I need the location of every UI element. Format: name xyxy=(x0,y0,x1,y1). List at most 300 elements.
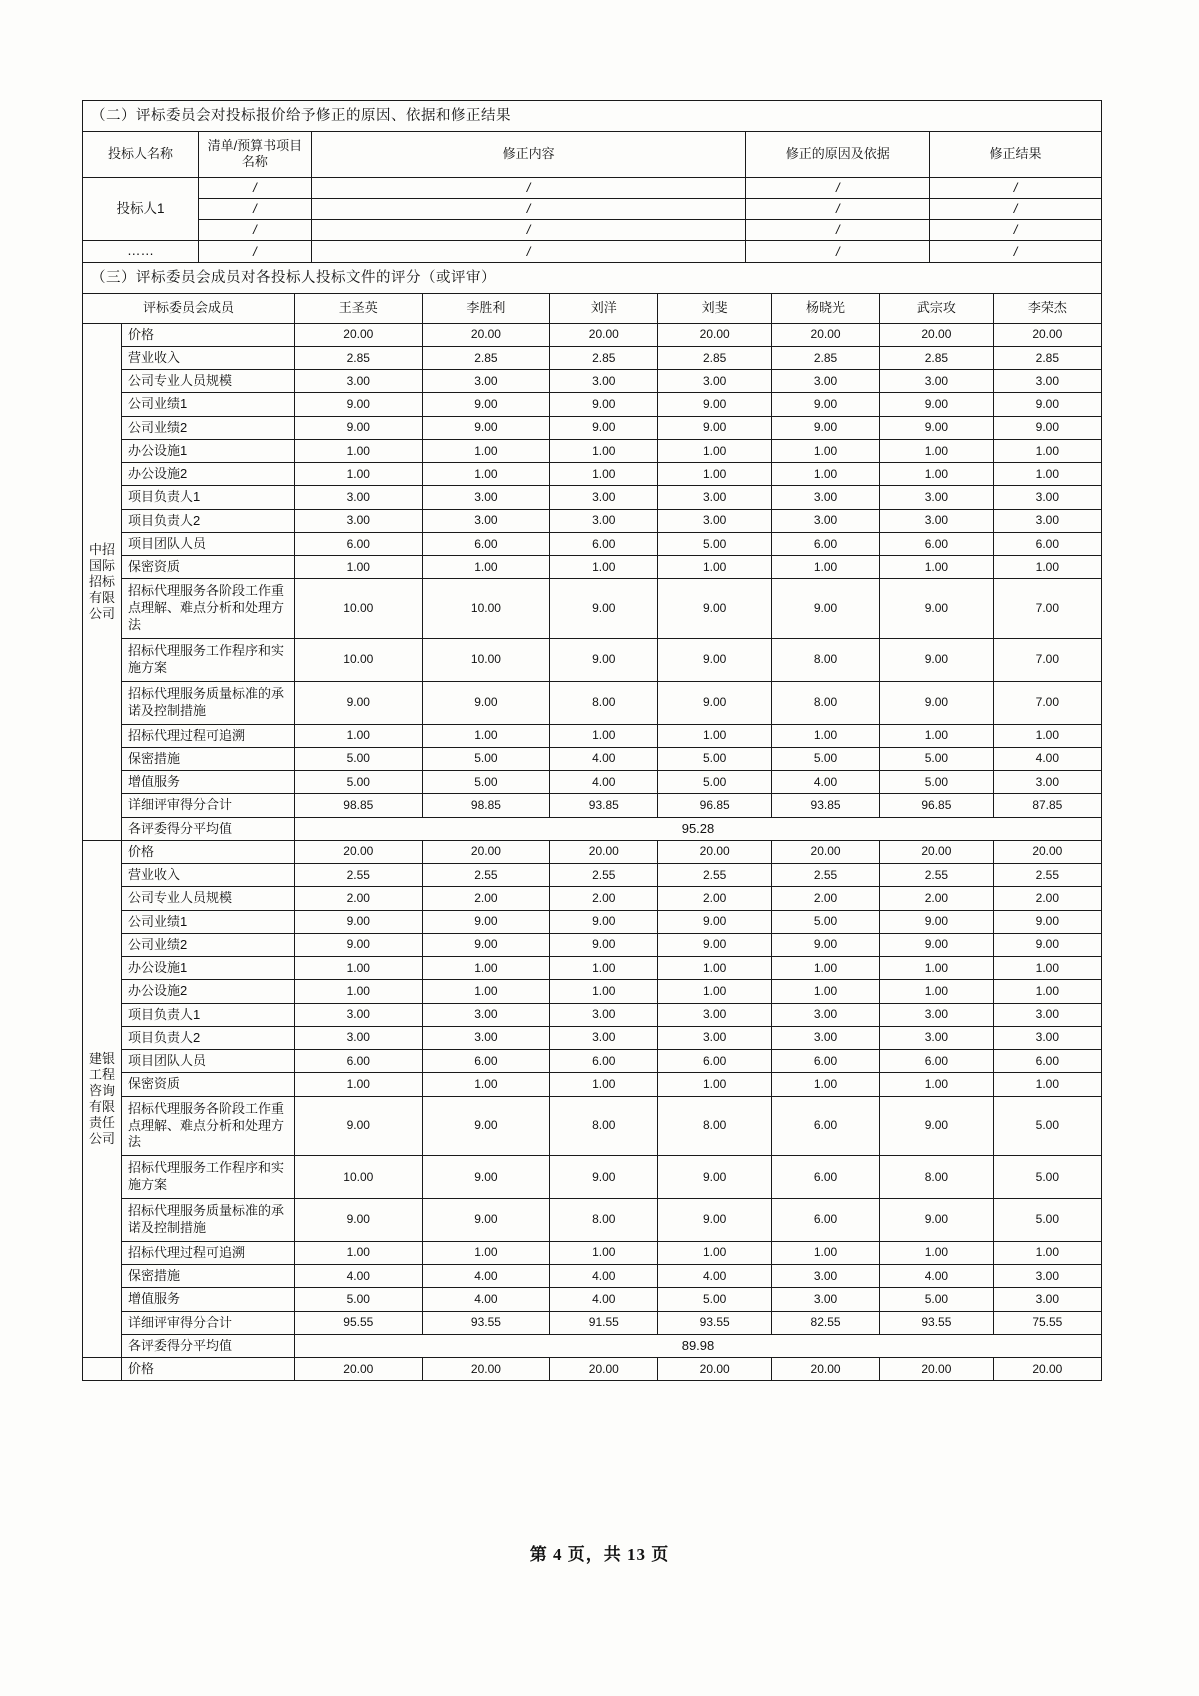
average-value: 95.28 xyxy=(294,817,1101,840)
score-cell: 20.00 xyxy=(880,323,994,346)
score-cell: 9.00 xyxy=(771,933,879,956)
score-cell: 7.00 xyxy=(993,681,1101,724)
bidder-name-cell-1: 建银工程咨询有限责任公司 xyxy=(83,840,122,1357)
score-cell: 9.00 xyxy=(422,681,550,724)
score-cell: 3.00 xyxy=(294,486,422,509)
score-cell: 3.00 xyxy=(993,1288,1101,1311)
score-cell: 3.00 xyxy=(993,509,1101,532)
criterion-label: 公司业绩2 xyxy=(121,416,294,439)
table-row xyxy=(83,747,1102,770)
table-row xyxy=(83,1288,1102,1311)
cell-result: / xyxy=(930,177,1102,198)
criterion-label: 办公设施1 xyxy=(121,957,294,980)
score-cell: 3.00 xyxy=(993,370,1101,393)
criterion-label: 招标代理服务质量标准的承诺及控制措施 xyxy=(121,1199,294,1242)
score-cell: 1.00 xyxy=(658,724,772,747)
correction-table xyxy=(82,100,1102,263)
score-cell: 3.00 xyxy=(993,1265,1101,1288)
score-cell: 8.00 xyxy=(771,639,879,682)
score-cell: 4.00 xyxy=(658,1265,772,1288)
score-cell: 1.00 xyxy=(771,463,879,486)
score-cell: 3.00 xyxy=(880,486,994,509)
score-cell: 5.00 xyxy=(658,1288,772,1311)
score-cell: 4.00 xyxy=(294,1265,422,1288)
score-cell: 3.00 xyxy=(771,509,879,532)
score-cell: 1.00 xyxy=(771,439,879,462)
score-cell: 1.00 xyxy=(771,980,879,1003)
score-cell: 20.00 xyxy=(771,840,879,863)
header-member-1: 李胜利 xyxy=(422,294,550,323)
score-cell: 1.00 xyxy=(422,1241,550,1264)
score-cell: 9.00 xyxy=(550,910,658,933)
bidder-label-more: …… xyxy=(83,241,199,263)
score-cell: 9.00 xyxy=(658,933,772,956)
score-cell: 9.00 xyxy=(993,910,1101,933)
total-label: 详细评审得分合计 xyxy=(121,1311,294,1334)
score-cell: 9.00 xyxy=(771,393,879,416)
cell-reason: / xyxy=(746,177,930,198)
table-row xyxy=(83,771,1102,794)
table-row xyxy=(83,1026,1102,1049)
score-cell: 3.00 xyxy=(422,509,550,532)
section-two-title: （二）评标委员会对投标报价给予修正的原因、依据和修正结果 xyxy=(83,101,1102,132)
score-cell: 9.00 xyxy=(880,681,994,724)
score-cell: 8.00 xyxy=(658,1096,772,1156)
score-cell: 2.85 xyxy=(771,346,879,369)
table-row xyxy=(83,1050,1102,1073)
score-cell: 9.00 xyxy=(880,639,994,682)
score-cell: 1.00 xyxy=(771,957,879,980)
score-cell: 3.00 xyxy=(771,370,879,393)
criterion-label: 保密资质 xyxy=(121,556,294,579)
score-cell: 9.00 xyxy=(658,681,772,724)
table-row xyxy=(83,1156,1102,1199)
table-row xyxy=(83,241,1102,263)
table-row xyxy=(83,817,1102,840)
score-cell: 1.00 xyxy=(294,439,422,462)
score-cell: 3.00 xyxy=(880,1003,994,1026)
total-cell: 98.85 xyxy=(294,794,422,817)
score-cell: 1.00 xyxy=(294,1073,422,1096)
score-cell: 2.55 xyxy=(880,864,994,887)
criterion-label: 价格 xyxy=(121,323,294,346)
total-cell: 93.55 xyxy=(422,1311,550,1334)
scoring-header-row xyxy=(83,294,1102,323)
table-row xyxy=(83,1334,1102,1357)
score-cell: 1.00 xyxy=(550,556,658,579)
score-cell: 3.00 xyxy=(550,1026,658,1049)
score-cell: 1.00 xyxy=(771,556,879,579)
criterion-label: 保密措施 xyxy=(121,1265,294,1288)
cell-content: / xyxy=(311,220,746,241)
score-cell: 10.00 xyxy=(294,1156,422,1199)
score-cell: 9.00 xyxy=(880,933,994,956)
score-cell: 4.00 xyxy=(550,1265,658,1288)
total-cell: 96.85 xyxy=(880,794,994,817)
score-cell: 5.00 xyxy=(658,771,772,794)
header-correction-reason: 修正的原因及依据 xyxy=(746,132,930,178)
table-row xyxy=(83,556,1102,579)
score-cell: 3.00 xyxy=(422,370,550,393)
table-row xyxy=(83,177,1102,198)
table-row xyxy=(83,346,1102,369)
score-cell: 9.00 xyxy=(294,1199,422,1242)
score-cell: 3.00 xyxy=(422,486,550,509)
bidder-name-cell-2 xyxy=(83,1358,122,1381)
score-cell: 1.00 xyxy=(993,439,1101,462)
table-row xyxy=(83,579,1102,639)
cell-reason: / xyxy=(746,241,930,263)
average-label: 各评委得分平均值 xyxy=(121,1334,294,1357)
score-cell: 9.00 xyxy=(422,393,550,416)
score-cell: 1.00 xyxy=(880,463,994,486)
score-cell: 9.00 xyxy=(294,933,422,956)
criterion-label: 招标代理过程可追溯 xyxy=(121,1241,294,1264)
score-cell: 2.55 xyxy=(658,864,772,887)
score-cell: 20.00 xyxy=(658,840,772,863)
cell-item: / xyxy=(199,177,312,198)
table-row xyxy=(83,1096,1102,1156)
score-cell: 5.00 xyxy=(771,747,879,770)
score-cell: 10.00 xyxy=(294,639,422,682)
score-cell: 2.85 xyxy=(422,346,550,369)
criterion-label: 招标代理服务各阶段工作重点理解、难点分析和处理方法 xyxy=(121,579,294,639)
score-cell: 4.00 xyxy=(422,1288,550,1311)
criterion-label: 营业收入 xyxy=(121,864,294,887)
score-cell: 5.00 xyxy=(294,747,422,770)
score-cell: 3.00 xyxy=(771,486,879,509)
criterion-label: 办公设施1 xyxy=(121,439,294,462)
score-cell: 9.00 xyxy=(771,579,879,639)
score-cell: 9.00 xyxy=(422,933,550,956)
section-three-title-row xyxy=(83,263,1102,294)
score-cell: 9.00 xyxy=(658,579,772,639)
score-cell: 3.00 xyxy=(422,1026,550,1049)
score-cell: 3.00 xyxy=(771,1265,879,1288)
score-cell: 1.00 xyxy=(294,957,422,980)
score-cell: 1.00 xyxy=(658,1241,772,1264)
score-cell: 1.00 xyxy=(993,1073,1101,1096)
score-cell: 5.00 xyxy=(294,1288,422,1311)
score-cell: 1.00 xyxy=(550,1241,658,1264)
score-cell: 2.00 xyxy=(294,887,422,910)
score-cell: 1.00 xyxy=(993,980,1101,1003)
score-cell: 9.00 xyxy=(880,393,994,416)
score-cell: 1.00 xyxy=(422,439,550,462)
table-row xyxy=(83,933,1102,956)
score-cell: 5.00 xyxy=(993,1096,1101,1156)
score-cell: 9.00 xyxy=(550,393,658,416)
criterion-label: 价格 xyxy=(121,1358,294,1381)
score-cell: 1.00 xyxy=(880,556,994,579)
header-member-3: 刘斐 xyxy=(658,294,772,323)
table-row xyxy=(83,1003,1102,1026)
header-member-0: 王圣英 xyxy=(294,294,422,323)
score-cell: 1.00 xyxy=(422,1073,550,1096)
score-cell: 1.00 xyxy=(880,957,994,980)
score-cell: 6.00 xyxy=(422,1050,550,1073)
score-cell: 3.00 xyxy=(294,1026,422,1049)
header-bidder-name: 投标人名称 xyxy=(83,132,199,178)
criterion-label: 增值服务 xyxy=(121,771,294,794)
score-cell: 4.00 xyxy=(993,747,1101,770)
table-row xyxy=(83,887,1102,910)
criterion-label: 公司业绩1 xyxy=(121,393,294,416)
score-cell: 9.00 xyxy=(422,1096,550,1156)
score-cell: 1.00 xyxy=(294,556,422,579)
score-cell: 6.00 xyxy=(993,1050,1101,1073)
score-cell: 9.00 xyxy=(993,933,1101,956)
score-cell: 9.00 xyxy=(993,416,1101,439)
criterion-label: 公司业绩2 xyxy=(121,933,294,956)
score-cell: 1.00 xyxy=(658,439,772,462)
table-row xyxy=(83,840,1102,863)
score-cell: 6.00 xyxy=(294,1050,422,1073)
score-cell: 9.00 xyxy=(658,910,772,933)
total-cell: 75.55 xyxy=(993,1311,1101,1334)
score-cell: 1.00 xyxy=(771,724,879,747)
score-cell: 3.00 xyxy=(294,509,422,532)
criterion-label: 招标代理服务工作程序和实施方案 xyxy=(121,639,294,682)
score-cell: 3.00 xyxy=(993,1026,1101,1049)
score-cell: 3.00 xyxy=(422,1003,550,1026)
score-cell: 4.00 xyxy=(422,1265,550,1288)
score-cell: 3.00 xyxy=(771,1003,879,1026)
score-cell: 9.00 xyxy=(880,1096,994,1156)
score-cell: 6.00 xyxy=(880,532,994,555)
score-cell: 9.00 xyxy=(422,910,550,933)
table-row xyxy=(83,416,1102,439)
score-cell: 1.00 xyxy=(294,463,422,486)
table-row xyxy=(83,198,1102,219)
score-cell: 4.00 xyxy=(880,1265,994,1288)
table-row xyxy=(83,681,1102,724)
score-cell: 5.00 xyxy=(993,1156,1101,1199)
cell-reason: / xyxy=(746,198,930,219)
score-cell: 3.00 xyxy=(658,1003,772,1026)
score-cell: 1.00 xyxy=(422,980,550,1003)
criterion-label: 增值服务 xyxy=(121,1288,294,1311)
score-cell: 1.00 xyxy=(658,1073,772,1096)
total-cell: 93.55 xyxy=(880,1311,994,1334)
score-cell: 6.00 xyxy=(294,532,422,555)
score-cell: 20.00 xyxy=(294,323,422,346)
score-cell: 5.00 xyxy=(294,771,422,794)
score-cell: 20.00 xyxy=(294,840,422,863)
header-member-6: 李荣杰 xyxy=(993,294,1101,323)
score-cell: 4.00 xyxy=(550,1288,658,1311)
average-label: 各评委得分平均值 xyxy=(121,817,294,840)
header-member-2: 刘洋 xyxy=(550,294,658,323)
cell-item: / xyxy=(199,198,312,219)
table-row xyxy=(83,794,1102,817)
score-cell: 20.00 xyxy=(880,840,994,863)
score-cell: 6.00 xyxy=(771,1050,879,1073)
score-cell: 6.00 xyxy=(771,1199,879,1242)
score-cell: 1.00 xyxy=(658,980,772,1003)
cell-reason: / xyxy=(746,220,930,241)
score-cell: 3.00 xyxy=(294,370,422,393)
score-cell: 8.00 xyxy=(550,1096,658,1156)
score-cell: 2.55 xyxy=(771,864,879,887)
score-cell: 5.00 xyxy=(422,747,550,770)
score-cell: 10.00 xyxy=(422,639,550,682)
criterion-label: 公司业绩1 xyxy=(121,910,294,933)
score-cell: 6.00 xyxy=(993,532,1101,555)
table-row xyxy=(83,1241,1102,1264)
section-three-title: （三）评标委员会成员对各投标人投标文件的评分（或评审） xyxy=(83,263,1102,294)
score-cell: 4.00 xyxy=(550,771,658,794)
average-value: 89.98 xyxy=(294,1334,1101,1357)
score-cell: 20.00 xyxy=(658,1358,772,1381)
correction-header-row xyxy=(83,132,1102,178)
bidder-label-1: 投标人1 xyxy=(83,177,199,241)
score-cell: 1.00 xyxy=(550,724,658,747)
total-cell: 93.85 xyxy=(550,794,658,817)
score-cell: 6.00 xyxy=(771,1096,879,1156)
table-row xyxy=(83,1073,1102,1096)
table-row xyxy=(83,1358,1102,1381)
score-cell: 9.00 xyxy=(294,393,422,416)
score-cell: 1.00 xyxy=(422,463,550,486)
score-cell: 20.00 xyxy=(658,323,772,346)
score-cell: 5.00 xyxy=(658,532,772,555)
score-cell: 3.00 xyxy=(658,486,772,509)
score-cell: 1.00 xyxy=(771,1073,879,1096)
document-body xyxy=(82,100,1102,1381)
cell-result: / xyxy=(930,241,1102,263)
score-cell: 5.00 xyxy=(993,1199,1101,1242)
score-cell: 9.00 xyxy=(658,416,772,439)
cell-content: / xyxy=(311,198,746,219)
criterion-label: 公司专业人员规模 xyxy=(121,887,294,910)
criterion-label: 项目负责人2 xyxy=(121,509,294,532)
score-cell: 4.00 xyxy=(550,747,658,770)
score-cell: 2.00 xyxy=(771,887,879,910)
score-cell: 2.85 xyxy=(658,346,772,369)
score-cell: 10.00 xyxy=(294,579,422,639)
score-cell: 20.00 xyxy=(993,1358,1101,1381)
table-row xyxy=(83,393,1102,416)
section-two-title-row xyxy=(83,101,1102,132)
table-row xyxy=(83,724,1102,747)
score-cell: 3.00 xyxy=(294,1003,422,1026)
score-cell: 20.00 xyxy=(771,1358,879,1381)
criterion-label: 价格 xyxy=(121,840,294,863)
score-cell: 5.00 xyxy=(422,771,550,794)
score-cell: 7.00 xyxy=(993,579,1101,639)
cell-content: / xyxy=(311,177,746,198)
score-cell: 5.00 xyxy=(771,910,879,933)
table-row xyxy=(83,323,1102,346)
score-cell: 3.00 xyxy=(880,1026,994,1049)
score-cell: 3.00 xyxy=(880,370,994,393)
score-cell: 6.00 xyxy=(658,1050,772,1073)
table-row xyxy=(83,910,1102,933)
table-row xyxy=(83,486,1102,509)
score-cell: 20.00 xyxy=(422,1358,550,1381)
score-cell: 6.00 xyxy=(550,532,658,555)
score-cell: 20.00 xyxy=(422,840,550,863)
score-cell: 9.00 xyxy=(880,579,994,639)
score-cell: 3.00 xyxy=(658,1026,772,1049)
score-cell: 9.00 xyxy=(550,933,658,956)
score-cell: 3.00 xyxy=(550,509,658,532)
table-row xyxy=(83,957,1102,980)
header-committee-members: 评标委员会成员 xyxy=(83,294,295,323)
score-cell: 6.00 xyxy=(422,532,550,555)
score-cell: 2.00 xyxy=(422,887,550,910)
score-cell: 9.00 xyxy=(771,416,879,439)
score-cell: 1.00 xyxy=(550,463,658,486)
score-cell: 7.00 xyxy=(993,639,1101,682)
table-row xyxy=(83,439,1102,462)
criterion-label: 项目团队人员 xyxy=(121,532,294,555)
total-cell: 96.85 xyxy=(658,794,772,817)
score-cell: 9.00 xyxy=(422,1199,550,1242)
score-cell: 2.00 xyxy=(550,887,658,910)
score-cell: 5.00 xyxy=(880,771,994,794)
score-cell: 1.00 xyxy=(550,439,658,462)
total-cell: 93.55 xyxy=(658,1311,772,1334)
score-cell: 9.00 xyxy=(658,1199,772,1242)
table-row xyxy=(83,509,1102,532)
score-cell: 20.00 xyxy=(550,1358,658,1381)
table-row xyxy=(83,370,1102,393)
score-cell: 9.00 xyxy=(658,393,772,416)
score-cell: 9.00 xyxy=(550,639,658,682)
score-cell: 1.00 xyxy=(658,957,772,980)
score-cell: 1.00 xyxy=(880,439,994,462)
score-cell: 3.00 xyxy=(993,1003,1101,1026)
score-cell: 9.00 xyxy=(550,579,658,639)
criterion-label: 营业收入 xyxy=(121,346,294,369)
score-cell: 2.55 xyxy=(550,864,658,887)
score-cell: 1.00 xyxy=(422,556,550,579)
total-cell: 91.55 xyxy=(550,1311,658,1334)
score-cell: 2.00 xyxy=(658,887,772,910)
total-cell: 82.55 xyxy=(771,1311,879,1334)
total-cell: 87.85 xyxy=(993,794,1101,817)
score-cell: 20.00 xyxy=(993,323,1101,346)
score-cell: 1.00 xyxy=(880,980,994,1003)
header-correction-content: 修正内容 xyxy=(311,132,746,178)
score-cell: 3.00 xyxy=(658,370,772,393)
header-member-5: 武宗攻 xyxy=(880,294,994,323)
score-cell: 5.00 xyxy=(880,1288,994,1311)
total-cell: 98.85 xyxy=(422,794,550,817)
table-row xyxy=(83,639,1102,682)
header-item-name: 清单/预算书项目名称 xyxy=(199,132,312,178)
score-cell: 20.00 xyxy=(880,1358,994,1381)
page-footer: 第 4 页，共 13 页 xyxy=(529,1545,670,1564)
score-cell: 9.00 xyxy=(294,681,422,724)
score-cell: 6.00 xyxy=(550,1050,658,1073)
criterion-label: 项目负责人2 xyxy=(121,1026,294,1049)
criterion-label: 保密措施 xyxy=(121,747,294,770)
score-cell: 1.00 xyxy=(993,1241,1101,1264)
criterion-label: 公司专业人员规模 xyxy=(121,370,294,393)
score-cell: 3.00 xyxy=(880,509,994,532)
cell-result: / xyxy=(930,198,1102,219)
total-label: 详细评审得分合计 xyxy=(121,794,294,817)
score-cell: 2.55 xyxy=(294,864,422,887)
cell-item: / xyxy=(199,220,312,241)
score-cell: 1.00 xyxy=(294,1241,422,1264)
score-cell: 20.00 xyxy=(550,323,658,346)
score-cell: 2.85 xyxy=(993,346,1101,369)
score-cell: 2.55 xyxy=(422,864,550,887)
